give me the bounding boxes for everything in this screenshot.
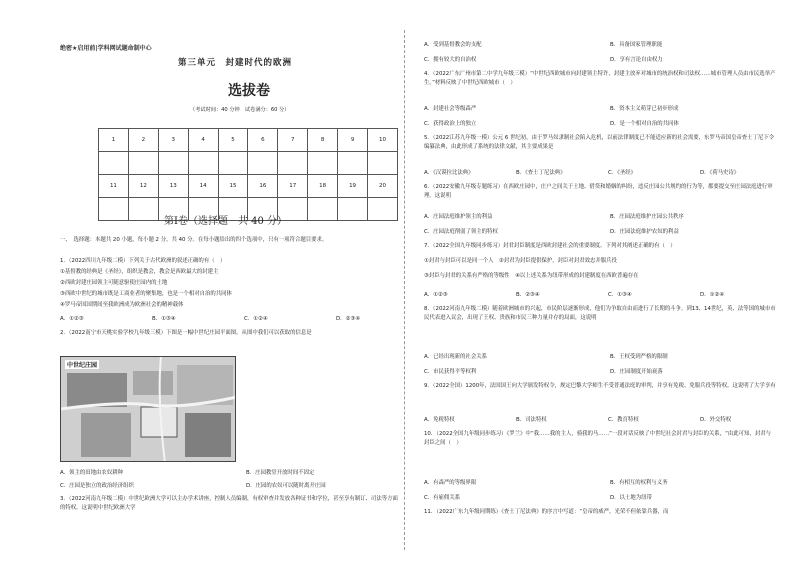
option[interactable]: B．具备国家管理职能 bbox=[610, 42, 663, 48]
answer-cell[interactable] bbox=[338, 152, 368, 175]
question-8: 8．（2022河南九年级二模）随着欧洲城市的兴起，市民阶层逐渐形成，他们为争取自由而进行了长期的斗争。到13、14世纪，英、法等国的城市市民代表进入议会，出现了王权、贵族和市民三种力量并存的局面，这说明 bbox=[424, 306, 776, 322]
answer-cell[interactable] bbox=[128, 152, 158, 175]
grid-cell: 5 bbox=[218, 129, 248, 152]
option[interactable]: B．司法特权 bbox=[516, 417, 547, 423]
option[interactable]: A．①②③ bbox=[60, 316, 84, 322]
manor-map-drawing bbox=[61, 357, 236, 462]
question-2: 2．（2022南宁市天桃实验学校九年级三模）下图是一幅中世纪庄园平面图，从图中我们可以获取的信息是 bbox=[60, 330, 312, 336]
option[interactable]: B．庄园法庭维护庄园公共秩序 bbox=[610, 214, 684, 220]
q7-options bbox=[424, 290, 792, 298]
grid-cell: 10 bbox=[368, 129, 398, 152]
q6-options-row1 bbox=[424, 212, 794, 220]
option[interactable]: D．是一个相对自治的共同体 bbox=[610, 121, 679, 127]
answer-cell[interactable] bbox=[308, 152, 338, 175]
option[interactable]: A．①②③ bbox=[424, 292, 448, 298]
q2-options-row1 bbox=[60, 468, 432, 476]
part-title: 第Ⅰ卷（选择题 共 40 分） bbox=[164, 216, 288, 227]
option[interactable]: B．庄园教堂开放时间不固定 bbox=[246, 470, 315, 476]
option[interactable]: A．已经出现新的社会关系 bbox=[424, 354, 487, 360]
option[interactable]: D．庄园的农奴可以随时离开庄园 bbox=[246, 483, 326, 489]
question-6: 6．（2022安徽九年级专题练习）在西欧庄园中，庄户之间关于土地、借贷和婚姻的纠纷，违反庄园公共规约的行为等，都要提交至庄园法庭进行审理。这说明 bbox=[424, 184, 773, 200]
q4-options-row1 bbox=[424, 104, 794, 112]
option[interactable]: A．领主的田地由农奴耕种 bbox=[60, 470, 123, 476]
q5-options bbox=[424, 168, 792, 176]
q1-options bbox=[60, 314, 428, 322]
option[interactable]: D．《荷马史诗》 bbox=[700, 170, 740, 176]
answer-cell[interactable] bbox=[99, 152, 129, 175]
answer-cell[interactable] bbox=[368, 198, 398, 221]
option[interactable]: B．有相互的权利与义务 bbox=[610, 480, 668, 486]
section-intro: 一、 选择题：本题共 20 小题，每小题 2 分，共 40 分。在每小题给出的四个选项中，只有一项符合题目要求。 bbox=[60, 237, 328, 243]
q8-options-row1 bbox=[424, 352, 794, 360]
option[interactable]: B．②③④ bbox=[516, 292, 540, 298]
q2-options-row2 bbox=[60, 481, 432, 489]
option[interactable]: C．市民获得平等权利 bbox=[424, 369, 477, 375]
grid-cell: 2 bbox=[128, 129, 158, 152]
question-1: 1．（2022四川九年级二模）下列关于古代欧洲的叙述正确的有（ ） bbox=[60, 258, 226, 264]
q7-items: ③封臣与封君的关系有严格的等级性 ④以上述关系为纽带形成的封建制度在西欧普遍存在 bbox=[424, 273, 639, 279]
grid-cell: 20 bbox=[368, 175, 398, 198]
q1-item: ④罗马帝国国期间至我欧洲成为欧洲社会的精神载体 bbox=[60, 302, 184, 308]
q3-options-row1 bbox=[424, 40, 794, 48]
option[interactable]: C．获得政治上的独立 bbox=[424, 121, 477, 127]
q3-options-row2 bbox=[424, 55, 794, 63]
option[interactable]: D．外交特权 bbox=[700, 417, 732, 423]
grid-cell: 3 bbox=[158, 129, 188, 152]
grid-cell: 17 bbox=[278, 175, 308, 198]
grid-cell: 14 bbox=[188, 175, 218, 198]
option[interactable]: B．《查士丁尼法典》 bbox=[516, 170, 566, 176]
answer-cell[interactable] bbox=[368, 152, 398, 175]
option[interactable]: D．①②④ bbox=[700, 292, 725, 298]
q4-options-row2 bbox=[424, 119, 794, 127]
answer-cell[interactable] bbox=[128, 198, 158, 221]
grid-cell: 15 bbox=[218, 175, 248, 198]
grid-cell: 1 bbox=[99, 129, 129, 152]
option[interactable]: C．拥有较大的自治权 bbox=[424, 57, 477, 63]
answer-grid bbox=[98, 128, 398, 221]
answer-cell[interactable] bbox=[218, 152, 248, 175]
q7-items: ①封君与封臣可以是同一个人 ②封君为封臣提供保护，封臣对封君效忠并服兵役 bbox=[424, 258, 617, 264]
manor-map-image bbox=[60, 356, 236, 462]
option[interactable]: A．免税特权 bbox=[424, 417, 455, 423]
grid-cell: 7 bbox=[278, 129, 308, 152]
unit-title: 第三单元 封建时代的欧洲 bbox=[178, 58, 293, 68]
map-title: 中世纪庄园 bbox=[67, 362, 98, 369]
option[interactable]: B．①③④ bbox=[152, 316, 176, 322]
option[interactable]: D．②③④ bbox=[336, 316, 361, 322]
q6-options-row2 bbox=[424, 227, 794, 235]
option[interactable]: C．①③④ bbox=[608, 292, 632, 298]
option[interactable]: D．庄园制度开始衰落 bbox=[610, 369, 663, 375]
q1-item: ①基督教的经典是《圣经》，组织是教会，教会是西欧最大的封建主 bbox=[60, 269, 219, 275]
q10-options-row2 bbox=[424, 493, 794, 501]
option[interactable]: A．受到基督教会的支配 bbox=[424, 42, 482, 48]
answer-cell[interactable] bbox=[99, 198, 129, 221]
q9-options bbox=[424, 415, 792, 423]
grid-cell: 16 bbox=[248, 175, 278, 198]
grid-cell: 12 bbox=[128, 175, 158, 198]
answer-cell[interactable] bbox=[308, 198, 338, 221]
grid-cell: 19 bbox=[338, 175, 368, 198]
option[interactable]: C．《圣经》 bbox=[608, 170, 637, 176]
grid-cell: 9 bbox=[338, 129, 368, 152]
option[interactable]: C．①②④ bbox=[244, 316, 268, 322]
option[interactable]: B．资本主义萌芽已初步形成 bbox=[610, 106, 679, 112]
time-note: （考试时间：40 分钟 试卷满分：60 分） bbox=[190, 107, 290, 113]
option[interactable]: A．庄园法庭维护领主的利益 bbox=[424, 214, 493, 220]
grid-cell: 18 bbox=[308, 175, 338, 198]
option[interactable]: D．享有言论自由权力 bbox=[610, 57, 663, 63]
grid-cell: 13 bbox=[158, 175, 188, 198]
answer-cell[interactable] bbox=[248, 152, 278, 175]
q8-options-row2 bbox=[424, 367, 794, 375]
question-5: 5．（2022江苏九年级一模）公元 6 世纪初，由于罗马奴隶制社会陷入危机，以前法律制度已不能适应新的社会需要，东罗马帝国皇帝查士丁尼下令编纂法典，由此形成了系统的法律文献，其主要成果是 bbox=[424, 135, 775, 151]
q1-item: ②西欧封建庄园领主可随意驱使庄园内的土地 bbox=[60, 280, 168, 286]
option[interactable]: A．有森严的等级界限 bbox=[424, 480, 477, 486]
question-9: 9．（2022全国）1200年，法国国王向大学颁发特权令，规定巴黎大学师生不受普通法庭的审判，并享有免税、免服兵役等特权。这说明了大学享有 bbox=[424, 383, 776, 389]
question-3: 3．（2022河南九年级二模）中世纪欧洲大学可以主办学术讲座，控制人员编制，有权审查并发放各种证书和学位，甚至享有制订、司法等方面的特权。这说明中世纪欧洲大学 bbox=[60, 496, 398, 512]
header-note: 绝密★启用前|学科网试题命制中心 bbox=[60, 45, 152, 52]
option[interactable]: D．以土地为纽带 bbox=[610, 495, 652, 501]
exam-title: 选拔卷 bbox=[228, 83, 270, 99]
option[interactable]: B．王权受到严格的限制 bbox=[610, 354, 668, 360]
question-11: 11．（2022广东九年级同期练）《查士丁尼法典》的序言中写道：“皇帝的威严，光荣不但依靠兵器，而 bbox=[424, 509, 669, 515]
grid-cell: 8 bbox=[308, 129, 338, 152]
option[interactable]: D．庄园法庭维护农奴的利益 bbox=[610, 229, 679, 235]
grid-cell: 11 bbox=[99, 175, 129, 198]
option[interactable]: C．教育特权 bbox=[608, 417, 639, 423]
grid-cell: 6 bbox=[248, 129, 278, 152]
option[interactable]: C．有雇佣关系 bbox=[424, 495, 461, 501]
option[interactable]: C．庄园是独立的政治经济组织 bbox=[60, 483, 134, 489]
q10-options-row1 bbox=[424, 478, 794, 486]
option[interactable]: C．庄园法庭削弱了领主的特权 bbox=[424, 229, 498, 235]
answer-cell[interactable] bbox=[188, 152, 218, 175]
question-7: 7．（2022全国九年级同步练习）封君封臣制度是西欧封建社会的重要制度。下列对其阐述正确的有（ ） bbox=[424, 243, 676, 249]
option[interactable]: A．封建社会等级森严 bbox=[424, 106, 477, 112]
option[interactable]: A．《汉谟拉比法典》 bbox=[424, 170, 474, 176]
answer-cell[interactable] bbox=[278, 152, 308, 175]
answer-cell[interactable] bbox=[338, 198, 368, 221]
grid-cell: 4 bbox=[188, 129, 218, 152]
answer-cell[interactable] bbox=[158, 152, 188, 175]
question-10: 10．（2022全国九年级同步练习）《罗兰》中“我……我的主人，骑我的马……”一段对话反映了中世纪社会封君与封臣的关系，“由此可知，封君与封臣之间（ ） bbox=[424, 431, 771, 447]
q1-item: ③西欧中世纪的城市既是工商业者的聚集地，也是一个相对自治的共同体 bbox=[60, 291, 232, 297]
question-4: 4．（2022广东广州市第二中学九年级三模）“中世纪西欧城市向封建领主特许，封建主放弃对城市的统治权和司法权……城市管理人员由市民选举产生。”材料反映了中世纪西欧城市（ ） bbox=[424, 71, 776, 87]
